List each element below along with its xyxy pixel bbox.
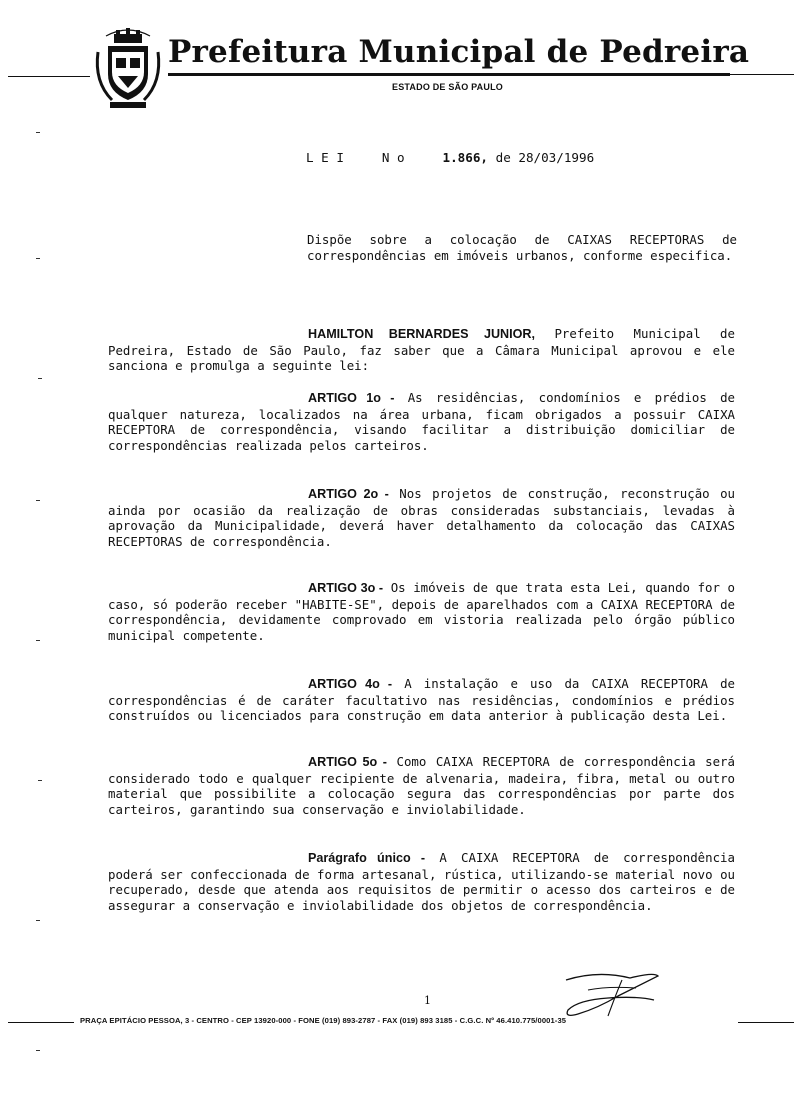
article-label: ARTIGO 4o - — [308, 677, 393, 691]
article-label: ARTIGO 2o - — [308, 487, 389, 501]
article-text: Como CAIXA RECEPTORA de correspondência será considerado todo e qualquer recipiente de alvenaria, madeira, fibra, metal ou outro material que possibilite a colocação segura das correspondências por parte dos carteiros, garantindo sua conservação e inviolabilidade. — [108, 754, 735, 818]
law-number: 1.866, — [442, 150, 489, 165]
article-2 — [108, 486, 735, 550]
law-number-label: N o — [381, 150, 405, 165]
scan-speck — [38, 378, 42, 379]
header-rule-left — [8, 76, 90, 77]
article-label: ARTIGO 5o - — [308, 755, 387, 769]
footer-rule-right — [738, 1022, 794, 1023]
enactment-text: Prefeito Municipal de Pedreira, Estado de São Paulo, faz saber que a Câmara Municipal aprovou e ele sanciona e promulga a seguinte lei: — [108, 326, 735, 374]
article-text: As residências, condomínios e prédios de qualquer natureza, localizados na área urbana, ficam obrigados a possuir CAIXA RECEPTORA de correspondência, visando facilitar a distribuição domiciliar de correspondências realizada pelos carteiros. — [108, 390, 735, 454]
article-3 — [108, 580, 735, 644]
state-subtitle: ESTADO DE SÃO PAULO — [392, 82, 503, 92]
article-text: Os imóveis de que trata esta Lei, quando for o caso, só poderão receber "HABITE-SE", depois de aparelhados com a CAIXA RECEPTORA de correspondência, devidamente comprovado em vistoria realizada pelo órgão público municipal competente. — [108, 580, 735, 644]
paragraph-text: A CAIXA RECEPTORA de correspondência poderá ser confeccionada de forma artesanal, rústica, utilizando-se material novo ou recuperado, desde que atenda aos requisitos de permitir o acesso dos carteiros e de assegurar a conservação e inviolabilidade dos objetos de correspondência. — [108, 850, 735, 914]
header-rule-right — [730, 74, 794, 75]
scan-speck — [36, 500, 40, 501]
scan-speck — [36, 132, 40, 133]
footer-address: PRAÇA EPITÁCIO PESSOA, 3 - CENTRO - CEP 13920-000 - FONE (019) 893-2787 - FAX (019) 893 3185 - C.G.C. Nº 46.410.775/0001-35 — [80, 1016, 567, 1025]
article-1 — [108, 390, 735, 454]
article-text: Nos projetos de construção, reconstrução ou ainda por ocasião da realização de obras consideradas substanciais, levadas à aprovação da Municipalidade, deverá haver detalhamento da colocação das CAIXAS RECEPTORAS de correspondência. — [108, 486, 735, 550]
article-5 — [108, 754, 735, 818]
law-prefix: L E I — [306, 150, 344, 165]
law-title — [306, 150, 594, 166]
sole-paragraph — [108, 850, 735, 914]
coat-of-arms-seal — [92, 22, 164, 112]
article-text: A instalação e uso da CAIXA RECEPTORA de correspondências é de caráter facultativo nas residências, condomínios e prédios construídos ou licenciados para construção em data anterior à publicação desta Lei. — [108, 676, 735, 724]
law-summary: Dispõe sobre a colocação de CAIXAS RECEPTORAS de correspondências em imóveis urbanos, conforme especifica. — [307, 232, 737, 263]
paragraph-label: Parágrafo único - — [308, 851, 426, 865]
article-label: ARTIGO 3o - — [308, 581, 384, 595]
institution-title: Prefeitura Municipal de Pedreira — [168, 34, 750, 70]
enactment-clause — [108, 326, 735, 374]
scan-speck — [38, 780, 42, 781]
scan-speck — [36, 640, 40, 641]
footer-rule-left — [8, 1022, 74, 1023]
mayor-name: HAMILTON BERNARDES JUNIOR, — [308, 327, 536, 341]
scan-speck — [36, 258, 40, 259]
page-number: 1 — [424, 994, 431, 1007]
scan-speck — [36, 920, 40, 921]
law-date: de 28/03/1996 — [495, 150, 595, 165]
article-4 — [108, 676, 735, 724]
handwritten-signature — [558, 966, 668, 1022]
header-rule — [168, 73, 730, 76]
article-label: ARTIGO 1o - — [308, 391, 395, 405]
scan-speck — [36, 1050, 40, 1051]
